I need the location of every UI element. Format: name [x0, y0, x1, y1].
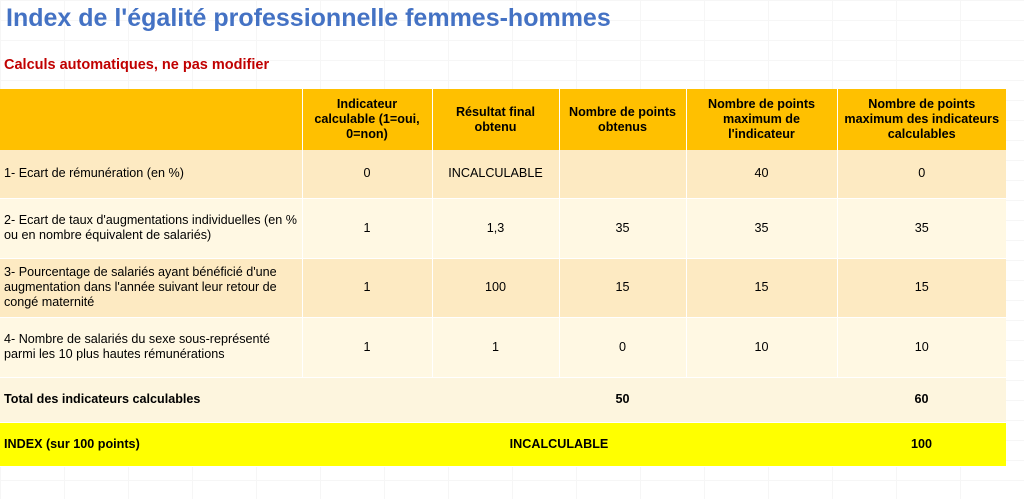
cell-label[interactable]: 2- Ecart de taux d'augmentations individuelles (en % ou en nombre équivalent de salariés) — [0, 198, 302, 258]
cell-resultat[interactable]: INCALCULABLE — [432, 150, 559, 198]
cell-label[interactable]: 4- Nombre de salariés du sexe sous-représenté parmi les 10 plus hautes rémunérations — [0, 317, 302, 377]
cell-resultat[interactable]: 100 — [432, 258, 559, 317]
header-cell-max-indicateur[interactable]: Nombre de points maximum de l'indicateur — [686, 89, 837, 150]
index-max-calculables[interactable]: 100 — [837, 422, 1006, 466]
total-points[interactable]: 50 — [559, 377, 686, 422]
cell-max-calculables[interactable]: 10 — [837, 317, 1006, 377]
cell-points[interactable]: 15 — [559, 258, 686, 317]
table-row — [0, 150, 1006, 198]
cell-points[interactable]: 35 — [559, 198, 686, 258]
total-label[interactable]: Total des indicateurs calculables — [0, 377, 302, 422]
header-cell-calculable[interactable]: Indicateur calculable (1=oui, 0=non) — [302, 89, 432, 150]
calculation-notice: Calculs automatiques, ne pas modifier — [4, 57, 270, 73]
index-empty-cell[interactable] — [302, 422, 432, 466]
cell-max-calculables[interactable]: 35 — [837, 198, 1006, 258]
cell-max-calculables[interactable]: 0 — [837, 150, 1006, 198]
cell-resultat[interactable]: 1 — [432, 317, 559, 377]
index-row — [0, 422, 1006, 466]
sheet-title: Index de l'égalité professionnelle femmes-hommes — [6, 4, 611, 32]
total-row — [0, 377, 1006, 422]
cell-points[interactable] — [559, 150, 686, 198]
table-row — [0, 198, 1006, 258]
cell-resultat[interactable]: 1,3 — [432, 198, 559, 258]
total-empty-cell[interactable] — [302, 377, 432, 422]
header-cell-label[interactable] — [0, 89, 302, 150]
cell-calculable[interactable]: 1 — [302, 198, 432, 258]
index-label[interactable]: INDEX (sur 100 points) — [0, 422, 302, 466]
total-max-calculables[interactable]: 60 — [837, 377, 1006, 422]
index-empty-cell[interactable] — [686, 422, 837, 466]
total-empty-cell[interactable] — [686, 377, 837, 422]
index-table — [0, 89, 1006, 467]
cell-calculable[interactable]: 0 — [302, 150, 432, 198]
total-empty-cell[interactable] — [432, 377, 559, 422]
cell-label[interactable]: 1- Ecart de rémunération (en %) — [0, 150, 302, 198]
index-points[interactable]: INCALCULABLE — [432, 422, 686, 466]
header-cell-resultat[interactable]: Résultat final obtenu — [432, 89, 559, 150]
table-row — [0, 317, 1006, 377]
cell-points[interactable]: 0 — [559, 317, 686, 377]
table-row — [0, 258, 1006, 317]
cell-calculable[interactable]: 1 — [302, 317, 432, 377]
header-row — [0, 89, 1006, 150]
header-cell-max-calculables[interactable]: Nombre de points maximum des indicateurs calculables — [844, 97, 1000, 141]
cell-max-indicateur[interactable]: 40 — [686, 150, 837, 198]
header-cell-points[interactable]: Nombre de points obtenus — [559, 89, 686, 150]
cell-calculable[interactable]: 1 — [302, 258, 432, 317]
cell-label[interactable]: 3- Pourcentage de salariés ayant bénéficié d'une augmentation dans l'année suivant leur retour de congé maternité — [0, 258, 302, 317]
cell-max-indicateur[interactable]: 15 — [686, 258, 837, 317]
cell-max-indicateur[interactable]: 35 — [686, 198, 837, 258]
cell-max-calculables[interactable]: 15 — [837, 258, 1006, 317]
cell-max-indicateur[interactable]: 10 — [686, 317, 837, 377]
